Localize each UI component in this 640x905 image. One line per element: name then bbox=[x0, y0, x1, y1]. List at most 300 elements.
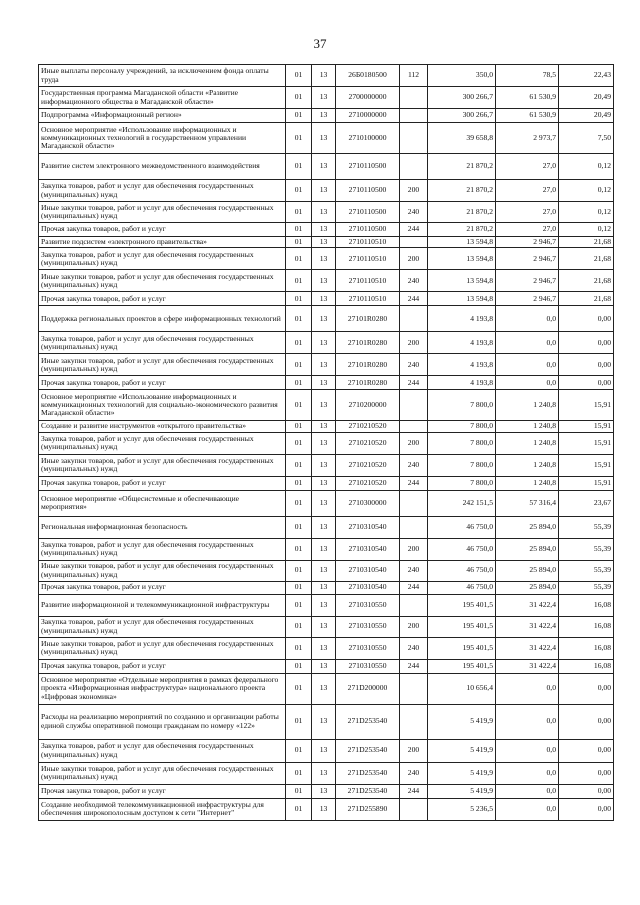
planned-amount-cell: 7 800,0 bbox=[428, 454, 496, 476]
executed-amount-cell: 2 946,7 bbox=[496, 292, 559, 306]
table-body bbox=[39, 65, 614, 821]
planned-amount-cell: 195 401,5 bbox=[428, 594, 496, 616]
execution-percent-cell: 0,00 bbox=[559, 762, 614, 784]
planned-amount-cell: 7 800,0 bbox=[428, 421, 496, 432]
table-row bbox=[39, 154, 614, 180]
executed-amount-cell: 0,0 bbox=[496, 798, 559, 820]
table-row bbox=[39, 376, 614, 390]
expense-name-cell: Развитие информационной и телекоммуникационной инфраструктуры bbox=[39, 594, 286, 616]
expense-name-cell: Развитие систем электронного межведомственного взаимодействия bbox=[39, 154, 286, 180]
subsection-code-cell: 13 bbox=[312, 432, 336, 454]
expense-name-cell: Прочая закупка товаров, работ и услуг bbox=[39, 292, 286, 306]
executed-amount-cell: 31 422,4 bbox=[496, 637, 559, 659]
expense-type-cell bbox=[400, 237, 428, 248]
expense-name-cell: Государственная программа Магаданской области «Развитие информационного общества в Магаданской области» bbox=[39, 87, 286, 109]
expense-name-cell: Иные закупки товаров, работ и услуг для обеспечения государственных (муниципальных) нужд bbox=[39, 454, 286, 476]
subsection-code-cell: 13 bbox=[312, 762, 336, 784]
expense-name-cell: Иные закупки товаров, работ и услуг для обеспечения государственных (муниципальных) нужд bbox=[39, 270, 286, 292]
planned-amount-cell: 195 401,5 bbox=[428, 637, 496, 659]
planned-amount-cell: 5 419,9 bbox=[428, 704, 496, 739]
execution-percent-cell: 55,39 bbox=[559, 560, 614, 581]
executed-amount-cell: 25 894,0 bbox=[496, 560, 559, 581]
target-article-cell: 2710310540 bbox=[336, 560, 400, 581]
expense-type-cell: 112 bbox=[400, 65, 428, 87]
table-row bbox=[39, 454, 614, 476]
expense-type-cell bbox=[400, 421, 428, 432]
executed-amount-cell: 0,0 bbox=[496, 784, 559, 798]
execution-percent-cell: 23,67 bbox=[559, 490, 614, 516]
target-article-cell: 2710110500 bbox=[336, 223, 400, 237]
expense-type-cell: 200 bbox=[400, 248, 428, 270]
planned-amount-cell: 46 750,0 bbox=[428, 581, 496, 594]
target-article-cell: 2710310540 bbox=[336, 538, 400, 560]
executed-amount-cell: 0,0 bbox=[496, 762, 559, 784]
planned-amount-cell: 5 236,5 bbox=[428, 798, 496, 820]
section-code-cell: 01 bbox=[286, 637, 312, 659]
subsection-code-cell: 13 bbox=[312, 109, 336, 123]
expense-name-cell: Создание необходимой телекоммуникационной инфраструктуры для обеспечения широкополосным доступом к сети "Интернет" bbox=[39, 798, 286, 820]
executed-amount-cell: 27,0 bbox=[496, 223, 559, 237]
expense-type-cell: 244 bbox=[400, 376, 428, 390]
target-article-cell: 271D253540 bbox=[336, 762, 400, 784]
budget-execution-table bbox=[38, 64, 614, 821]
expense-name-cell: Закупка товаров, работ и услуг для обеспечения государственных (муниципальных) нужд bbox=[39, 739, 286, 762]
subsection-code-cell: 13 bbox=[312, 354, 336, 376]
expense-name-cell: Прочая закупка товаров, работ и услуг bbox=[39, 376, 286, 390]
executed-amount-cell: 2 946,7 bbox=[496, 248, 559, 270]
subsection-code-cell: 13 bbox=[312, 454, 336, 476]
execution-percent-cell: 16,08 bbox=[559, 659, 614, 673]
expense-type-cell: 240 bbox=[400, 762, 428, 784]
table-row bbox=[39, 237, 614, 248]
planned-amount-cell: 300 266,7 bbox=[428, 109, 496, 123]
table-row bbox=[39, 560, 614, 581]
executed-amount-cell: 61 530,9 bbox=[496, 109, 559, 123]
table-row bbox=[39, 538, 614, 560]
execution-percent-cell: 15,91 bbox=[559, 476, 614, 490]
subsection-code-cell: 13 bbox=[312, 390, 336, 421]
execution-percent-cell: 15,91 bbox=[559, 432, 614, 454]
planned-amount-cell: 5 419,9 bbox=[428, 784, 496, 798]
subsection-code-cell: 13 bbox=[312, 306, 336, 332]
section-code-cell: 01 bbox=[286, 616, 312, 637]
planned-amount-cell: 21 870,2 bbox=[428, 223, 496, 237]
table-row bbox=[39, 123, 614, 154]
target-article-cell: 2710110510 bbox=[336, 237, 400, 248]
expense-name-cell: Прочая закупка товаров, работ и услуг bbox=[39, 784, 286, 798]
expense-name-cell: Основное мероприятие «Общесистемные и обеспечивающие мероприятия» bbox=[39, 490, 286, 516]
expense-name-cell: Прочая закупка товаров, работ и услуг bbox=[39, 476, 286, 490]
expense-type-cell: 240 bbox=[400, 202, 428, 223]
table-row bbox=[39, 270, 614, 292]
execution-percent-cell: 15,91 bbox=[559, 454, 614, 476]
planned-amount-cell: 13 594,8 bbox=[428, 237, 496, 248]
section-code-cell: 01 bbox=[286, 594, 312, 616]
planned-amount-cell: 13 594,8 bbox=[428, 248, 496, 270]
table-row bbox=[39, 248, 614, 270]
executed-amount-cell: 0,0 bbox=[496, 673, 559, 704]
expense-name-cell: Прочая закупка товаров, работ и услуг bbox=[39, 659, 286, 673]
execution-percent-cell: 55,39 bbox=[559, 581, 614, 594]
expense-name-cell: Закупка товаров, работ и услуг для обеспечения государственных (муниципальных) нужд bbox=[39, 248, 286, 270]
subsection-code-cell: 13 bbox=[312, 594, 336, 616]
table-row bbox=[39, 432, 614, 454]
target-article-cell: 27101R0280 bbox=[336, 354, 400, 376]
section-code-cell: 01 bbox=[286, 354, 312, 376]
subsection-code-cell: 13 bbox=[312, 87, 336, 109]
section-code-cell: 01 bbox=[286, 432, 312, 454]
expense-type-cell: 240 bbox=[400, 454, 428, 476]
executed-amount-cell: 2 946,7 bbox=[496, 270, 559, 292]
subsection-code-cell: 13 bbox=[312, 332, 336, 354]
expense-name-cell: Прочая закупка товаров, работ и услуг bbox=[39, 581, 286, 594]
section-code-cell: 01 bbox=[286, 476, 312, 490]
planned-amount-cell: 195 401,5 bbox=[428, 616, 496, 637]
target-article-cell: 271D253540 bbox=[336, 739, 400, 762]
planned-amount-cell: 7 800,0 bbox=[428, 390, 496, 421]
execution-percent-cell: 0,00 bbox=[559, 739, 614, 762]
target-article-cell: 27101R0280 bbox=[336, 376, 400, 390]
subsection-code-cell: 13 bbox=[312, 202, 336, 223]
expense-type-cell: 200 bbox=[400, 332, 428, 354]
expense-type-cell bbox=[400, 306, 428, 332]
target-article-cell: 2710210520 bbox=[336, 432, 400, 454]
planned-amount-cell: 21 870,2 bbox=[428, 154, 496, 180]
execution-percent-cell: 0,00 bbox=[559, 332, 614, 354]
execution-percent-cell: 16,08 bbox=[559, 637, 614, 659]
subsection-code-cell: 13 bbox=[312, 123, 336, 154]
section-code-cell: 01 bbox=[286, 704, 312, 739]
expense-type-cell bbox=[400, 704, 428, 739]
expense-type-cell: 200 bbox=[400, 180, 428, 202]
subsection-code-cell: 13 bbox=[312, 270, 336, 292]
table-row bbox=[39, 332, 614, 354]
table-row bbox=[39, 476, 614, 490]
target-article-cell: 2710310540 bbox=[336, 516, 400, 538]
expense-type-cell bbox=[400, 123, 428, 154]
execution-percent-cell: 16,08 bbox=[559, 616, 614, 637]
subsection-code-cell: 13 bbox=[312, 223, 336, 237]
expense-type-cell: 244 bbox=[400, 784, 428, 798]
target-article-cell: 2710110500 bbox=[336, 154, 400, 180]
execution-percent-cell: 55,39 bbox=[559, 538, 614, 560]
expense-name-cell: Основное мероприятие «Использование информационных и коммуникационных технологий в государственном управлении Магаданской области» bbox=[39, 123, 286, 154]
executed-amount-cell: 57 316,4 bbox=[496, 490, 559, 516]
target-article-cell: 2710310550 bbox=[336, 659, 400, 673]
subsection-code-cell: 13 bbox=[312, 476, 336, 490]
section-code-cell: 01 bbox=[286, 223, 312, 237]
execution-percent-cell: 15,91 bbox=[559, 421, 614, 432]
table-row bbox=[39, 798, 614, 820]
planned-amount-cell: 7 800,0 bbox=[428, 432, 496, 454]
executed-amount-cell: 0,0 bbox=[496, 739, 559, 762]
table-row bbox=[39, 581, 614, 594]
execution-percent-cell: 0,00 bbox=[559, 673, 614, 704]
expense-name-cell: Основное мероприятие «Отдельные мероприятия в рамках федерального проекта «Информационная инфраструктура» национального проекта «Цифровая экономика» bbox=[39, 673, 286, 704]
executed-amount-cell: 61 530,9 bbox=[496, 87, 559, 109]
expense-type-cell: 200 bbox=[400, 432, 428, 454]
execution-percent-cell: 55,39 bbox=[559, 516, 614, 538]
execution-percent-cell: 0,12 bbox=[559, 202, 614, 223]
executed-amount-cell: 31 422,4 bbox=[496, 659, 559, 673]
execution-percent-cell: 21,68 bbox=[559, 270, 614, 292]
section-code-cell: 01 bbox=[286, 390, 312, 421]
section-code-cell: 01 bbox=[286, 659, 312, 673]
table-row bbox=[39, 87, 614, 109]
subsection-code-cell: 13 bbox=[312, 560, 336, 581]
executed-amount-cell: 1 240,8 bbox=[496, 476, 559, 490]
expense-type-cell: 244 bbox=[400, 581, 428, 594]
table-row bbox=[39, 659, 614, 673]
expense-type-cell: 244 bbox=[400, 476, 428, 490]
planned-amount-cell: 350,0 bbox=[428, 65, 496, 87]
planned-amount-cell: 4 193,8 bbox=[428, 332, 496, 354]
section-code-cell: 01 bbox=[286, 109, 312, 123]
section-code-cell: 01 bbox=[286, 538, 312, 560]
planned-amount-cell: 39 658,8 bbox=[428, 123, 496, 154]
table-row bbox=[39, 180, 614, 202]
expense-name-cell: Закупка товаров, работ и услуг для обеспечения государственных (муниципальных) нужд bbox=[39, 332, 286, 354]
target-article-cell: 2710210520 bbox=[336, 476, 400, 490]
expense-name-cell: Иные закупки товаров, работ и услуг для обеспечения государственных (муниципальных) нужд bbox=[39, 354, 286, 376]
table-row bbox=[39, 490, 614, 516]
expense-name-cell: Создание и развитие инструментов «открытого правительства» bbox=[39, 421, 286, 432]
planned-amount-cell: 10 656,4 bbox=[428, 673, 496, 704]
executed-amount-cell: 0,0 bbox=[496, 704, 559, 739]
target-article-cell: 271D200000 bbox=[336, 673, 400, 704]
target-article-cell: 2710110500 bbox=[336, 180, 400, 202]
target-article-cell: 2710000000 bbox=[336, 109, 400, 123]
target-article-cell: 2710210520 bbox=[336, 454, 400, 476]
section-code-cell: 01 bbox=[286, 306, 312, 332]
target-article-cell: 2710110500 bbox=[336, 202, 400, 223]
target-article-cell: 27101R0280 bbox=[336, 332, 400, 354]
table-row bbox=[39, 65, 614, 87]
expense-type-cell bbox=[400, 154, 428, 180]
expense-name-cell: Прочая закупка товаров, работ и услуг bbox=[39, 223, 286, 237]
execution-percent-cell: 15,91 bbox=[559, 390, 614, 421]
executed-amount-cell: 27,0 bbox=[496, 202, 559, 223]
executed-amount-cell: 0,0 bbox=[496, 332, 559, 354]
subsection-code-cell: 13 bbox=[312, 248, 336, 270]
execution-percent-cell: 21,68 bbox=[559, 292, 614, 306]
expense-type-cell: 244 bbox=[400, 292, 428, 306]
expense-name-cell: Развитие подсистем «электронного правительства» bbox=[39, 237, 286, 248]
planned-amount-cell: 13 594,8 bbox=[428, 292, 496, 306]
target-article-cell: 2710110510 bbox=[336, 292, 400, 306]
expense-name-cell: Расходы на реализацию мероприятий по созданию и организации работы единой службы оперативной помощи гражданам по номеру «122» bbox=[39, 704, 286, 739]
executed-amount-cell: 25 894,0 bbox=[496, 581, 559, 594]
planned-amount-cell: 300 266,7 bbox=[428, 87, 496, 109]
section-code-cell: 01 bbox=[286, 248, 312, 270]
section-code-cell: 01 bbox=[286, 560, 312, 581]
table-row bbox=[39, 306, 614, 332]
section-code-cell: 01 bbox=[286, 673, 312, 704]
execution-percent-cell: 21,68 bbox=[559, 237, 614, 248]
expense-type-cell bbox=[400, 109, 428, 123]
execution-percent-cell: 0,12 bbox=[559, 180, 614, 202]
execution-percent-cell: 0,12 bbox=[559, 154, 614, 180]
subsection-code-cell: 13 bbox=[312, 376, 336, 390]
executed-amount-cell: 0,0 bbox=[496, 376, 559, 390]
execution-percent-cell: 0,00 bbox=[559, 704, 614, 739]
expense-name-cell: Закупка товаров, работ и услуг для обеспечения государственных (муниципальных) нужд bbox=[39, 432, 286, 454]
executed-amount-cell: 27,0 bbox=[496, 154, 559, 180]
executed-amount-cell: 2 946,7 bbox=[496, 237, 559, 248]
planned-amount-cell: 21 870,2 bbox=[428, 202, 496, 223]
section-code-cell: 01 bbox=[286, 123, 312, 154]
execution-percent-cell: 0,00 bbox=[559, 784, 614, 798]
subsection-code-cell: 13 bbox=[312, 237, 336, 248]
table-row bbox=[39, 223, 614, 237]
execution-percent-cell: 0,00 bbox=[559, 376, 614, 390]
executed-amount-cell: 31 422,4 bbox=[496, 616, 559, 637]
planned-amount-cell: 5 419,9 bbox=[428, 739, 496, 762]
page-number: 37 bbox=[313, 36, 327, 51]
expense-type-cell: 240 bbox=[400, 637, 428, 659]
target-article-cell: 2710100000 bbox=[336, 123, 400, 154]
target-article-cell: 2710310540 bbox=[336, 581, 400, 594]
expense-name-cell: Иные закупки товаров, работ и услуг для обеспечения государственных (муниципальных) нужд bbox=[39, 762, 286, 784]
section-code-cell: 01 bbox=[286, 292, 312, 306]
executed-amount-cell: 1 240,8 bbox=[496, 421, 559, 432]
executed-amount-cell: 31 422,4 bbox=[496, 594, 559, 616]
section-code-cell: 01 bbox=[286, 87, 312, 109]
target-article-cell: 2710300000 bbox=[336, 490, 400, 516]
subsection-code-cell: 13 bbox=[312, 659, 336, 673]
planned-amount-cell: 4 193,8 bbox=[428, 306, 496, 332]
subsection-code-cell: 13 bbox=[312, 180, 336, 202]
table-row bbox=[39, 354, 614, 376]
planned-amount-cell: 195 401,5 bbox=[428, 659, 496, 673]
expense-type-cell bbox=[400, 798, 428, 820]
subsection-code-cell: 13 bbox=[312, 616, 336, 637]
table-row bbox=[39, 704, 614, 739]
subsection-code-cell: 13 bbox=[312, 739, 336, 762]
subsection-code-cell: 13 bbox=[312, 673, 336, 704]
execution-percent-cell: 0,00 bbox=[559, 306, 614, 332]
executed-amount-cell: 2 973,7 bbox=[496, 123, 559, 154]
section-code-cell: 01 bbox=[286, 739, 312, 762]
table-row bbox=[39, 109, 614, 123]
subsection-code-cell: 13 bbox=[312, 637, 336, 659]
expense-name-cell: Закупка товаров, работ и услуг для обеспечения государственных (муниципальных) нужд bbox=[39, 180, 286, 202]
table-row bbox=[39, 594, 614, 616]
expense-name-cell: Основное мероприятие «Использование информационных и коммуникационных технологий для социально-экономического развития Магаданской области» bbox=[39, 390, 286, 421]
execution-percent-cell: 0,00 bbox=[559, 354, 614, 376]
expense-name-cell: Подпрограмма «Информационный регион» bbox=[39, 109, 286, 123]
execution-percent-cell: 20,49 bbox=[559, 109, 614, 123]
section-code-cell: 01 bbox=[286, 516, 312, 538]
target-article-cell: 2710310550 bbox=[336, 594, 400, 616]
target-article-cell: 26Б0180500 bbox=[336, 65, 400, 87]
executed-amount-cell: 1 240,8 bbox=[496, 454, 559, 476]
expense-type-cell bbox=[400, 490, 428, 516]
table-row bbox=[39, 292, 614, 306]
planned-amount-cell: 46 750,0 bbox=[428, 560, 496, 581]
target-article-cell: 271D253540 bbox=[336, 784, 400, 798]
section-code-cell: 01 bbox=[286, 332, 312, 354]
subsection-code-cell: 13 bbox=[312, 798, 336, 820]
subsection-code-cell: 13 bbox=[312, 154, 336, 180]
section-code-cell: 01 bbox=[286, 421, 312, 432]
target-article-cell: 2710310550 bbox=[336, 637, 400, 659]
expense-name-cell: Иные выплаты персоналу учреждений, за исключением фонда оплаты труда bbox=[39, 65, 286, 87]
executed-amount-cell: 78,5 bbox=[496, 65, 559, 87]
target-article-cell: 27101R0280 bbox=[336, 306, 400, 332]
execution-percent-cell: 21,68 bbox=[559, 248, 614, 270]
section-code-cell: 01 bbox=[286, 798, 312, 820]
expense-type-cell bbox=[400, 87, 428, 109]
executed-amount-cell: 0,0 bbox=[496, 354, 559, 376]
expense-name-cell: Иные закупки товаров, работ и услуг для обеспечения государственных (муниципальных) нужд bbox=[39, 202, 286, 223]
target-article-cell: 2710310550 bbox=[336, 616, 400, 637]
section-code-cell: 01 bbox=[286, 65, 312, 87]
execution-percent-cell: 20,49 bbox=[559, 87, 614, 109]
expense-name-cell: Поддержка региональных проектов в сфере информационных технологий bbox=[39, 306, 286, 332]
expense-type-cell: 200 bbox=[400, 616, 428, 637]
target-article-cell: 2700000000 bbox=[336, 87, 400, 109]
executed-amount-cell: 27,0 bbox=[496, 180, 559, 202]
planned-amount-cell: 5 419,9 bbox=[428, 762, 496, 784]
subsection-code-cell: 13 bbox=[312, 784, 336, 798]
subsection-code-cell: 13 bbox=[312, 292, 336, 306]
planned-amount-cell: 242 151,5 bbox=[428, 490, 496, 516]
expense-type-cell bbox=[400, 673, 428, 704]
expense-name-cell: Иные закупки товаров, работ и услуг для обеспечения государственных (муниципальных) нужд bbox=[39, 637, 286, 659]
expense-type-cell bbox=[400, 390, 428, 421]
section-code-cell: 01 bbox=[286, 784, 312, 798]
planned-amount-cell: 13 594,8 bbox=[428, 270, 496, 292]
expense-type-cell bbox=[400, 516, 428, 538]
executed-amount-cell: 25 894,0 bbox=[496, 516, 559, 538]
target-article-cell: 2710210520 bbox=[336, 421, 400, 432]
expense-name-cell: Закупка товаров, работ и услуг для обеспечения государственных (муниципальных) нужд bbox=[39, 616, 286, 637]
planned-amount-cell: 21 870,2 bbox=[428, 180, 496, 202]
executed-amount-cell: 1 240,8 bbox=[496, 390, 559, 421]
section-code-cell: 01 bbox=[286, 490, 312, 516]
expense-type-cell: 244 bbox=[400, 223, 428, 237]
table-row bbox=[39, 516, 614, 538]
target-article-cell: 2710200000 bbox=[336, 390, 400, 421]
executed-amount-cell: 0,0 bbox=[496, 306, 559, 332]
subsection-code-cell: 13 bbox=[312, 490, 336, 516]
executed-amount-cell: 25 894,0 bbox=[496, 538, 559, 560]
table-row bbox=[39, 784, 614, 798]
expense-type-cell: 244 bbox=[400, 659, 428, 673]
expense-type-cell: 200 bbox=[400, 538, 428, 560]
executed-amount-cell: 1 240,8 bbox=[496, 432, 559, 454]
subsection-code-cell: 13 bbox=[312, 65, 336, 87]
section-code-cell: 01 bbox=[286, 581, 312, 594]
expense-name-cell: Закупка товаров, работ и услуг для обеспечения государственных (муниципальных) нужд bbox=[39, 538, 286, 560]
table-row bbox=[39, 390, 614, 421]
execution-percent-cell: 16,08 bbox=[559, 594, 614, 616]
table-row bbox=[39, 762, 614, 784]
planned-amount-cell: 4 193,8 bbox=[428, 376, 496, 390]
subsection-code-cell: 13 bbox=[312, 538, 336, 560]
section-code-cell: 01 bbox=[286, 237, 312, 248]
table-row bbox=[39, 673, 614, 704]
execution-percent-cell: 0,12 bbox=[559, 223, 614, 237]
subsection-code-cell: 13 bbox=[312, 704, 336, 739]
subsection-code-cell: 13 bbox=[312, 581, 336, 594]
section-code-cell: 01 bbox=[286, 376, 312, 390]
section-code-cell: 01 bbox=[286, 180, 312, 202]
planned-amount-cell: 46 750,0 bbox=[428, 538, 496, 560]
subsection-code-cell: 13 bbox=[312, 516, 336, 538]
table-row bbox=[39, 202, 614, 223]
